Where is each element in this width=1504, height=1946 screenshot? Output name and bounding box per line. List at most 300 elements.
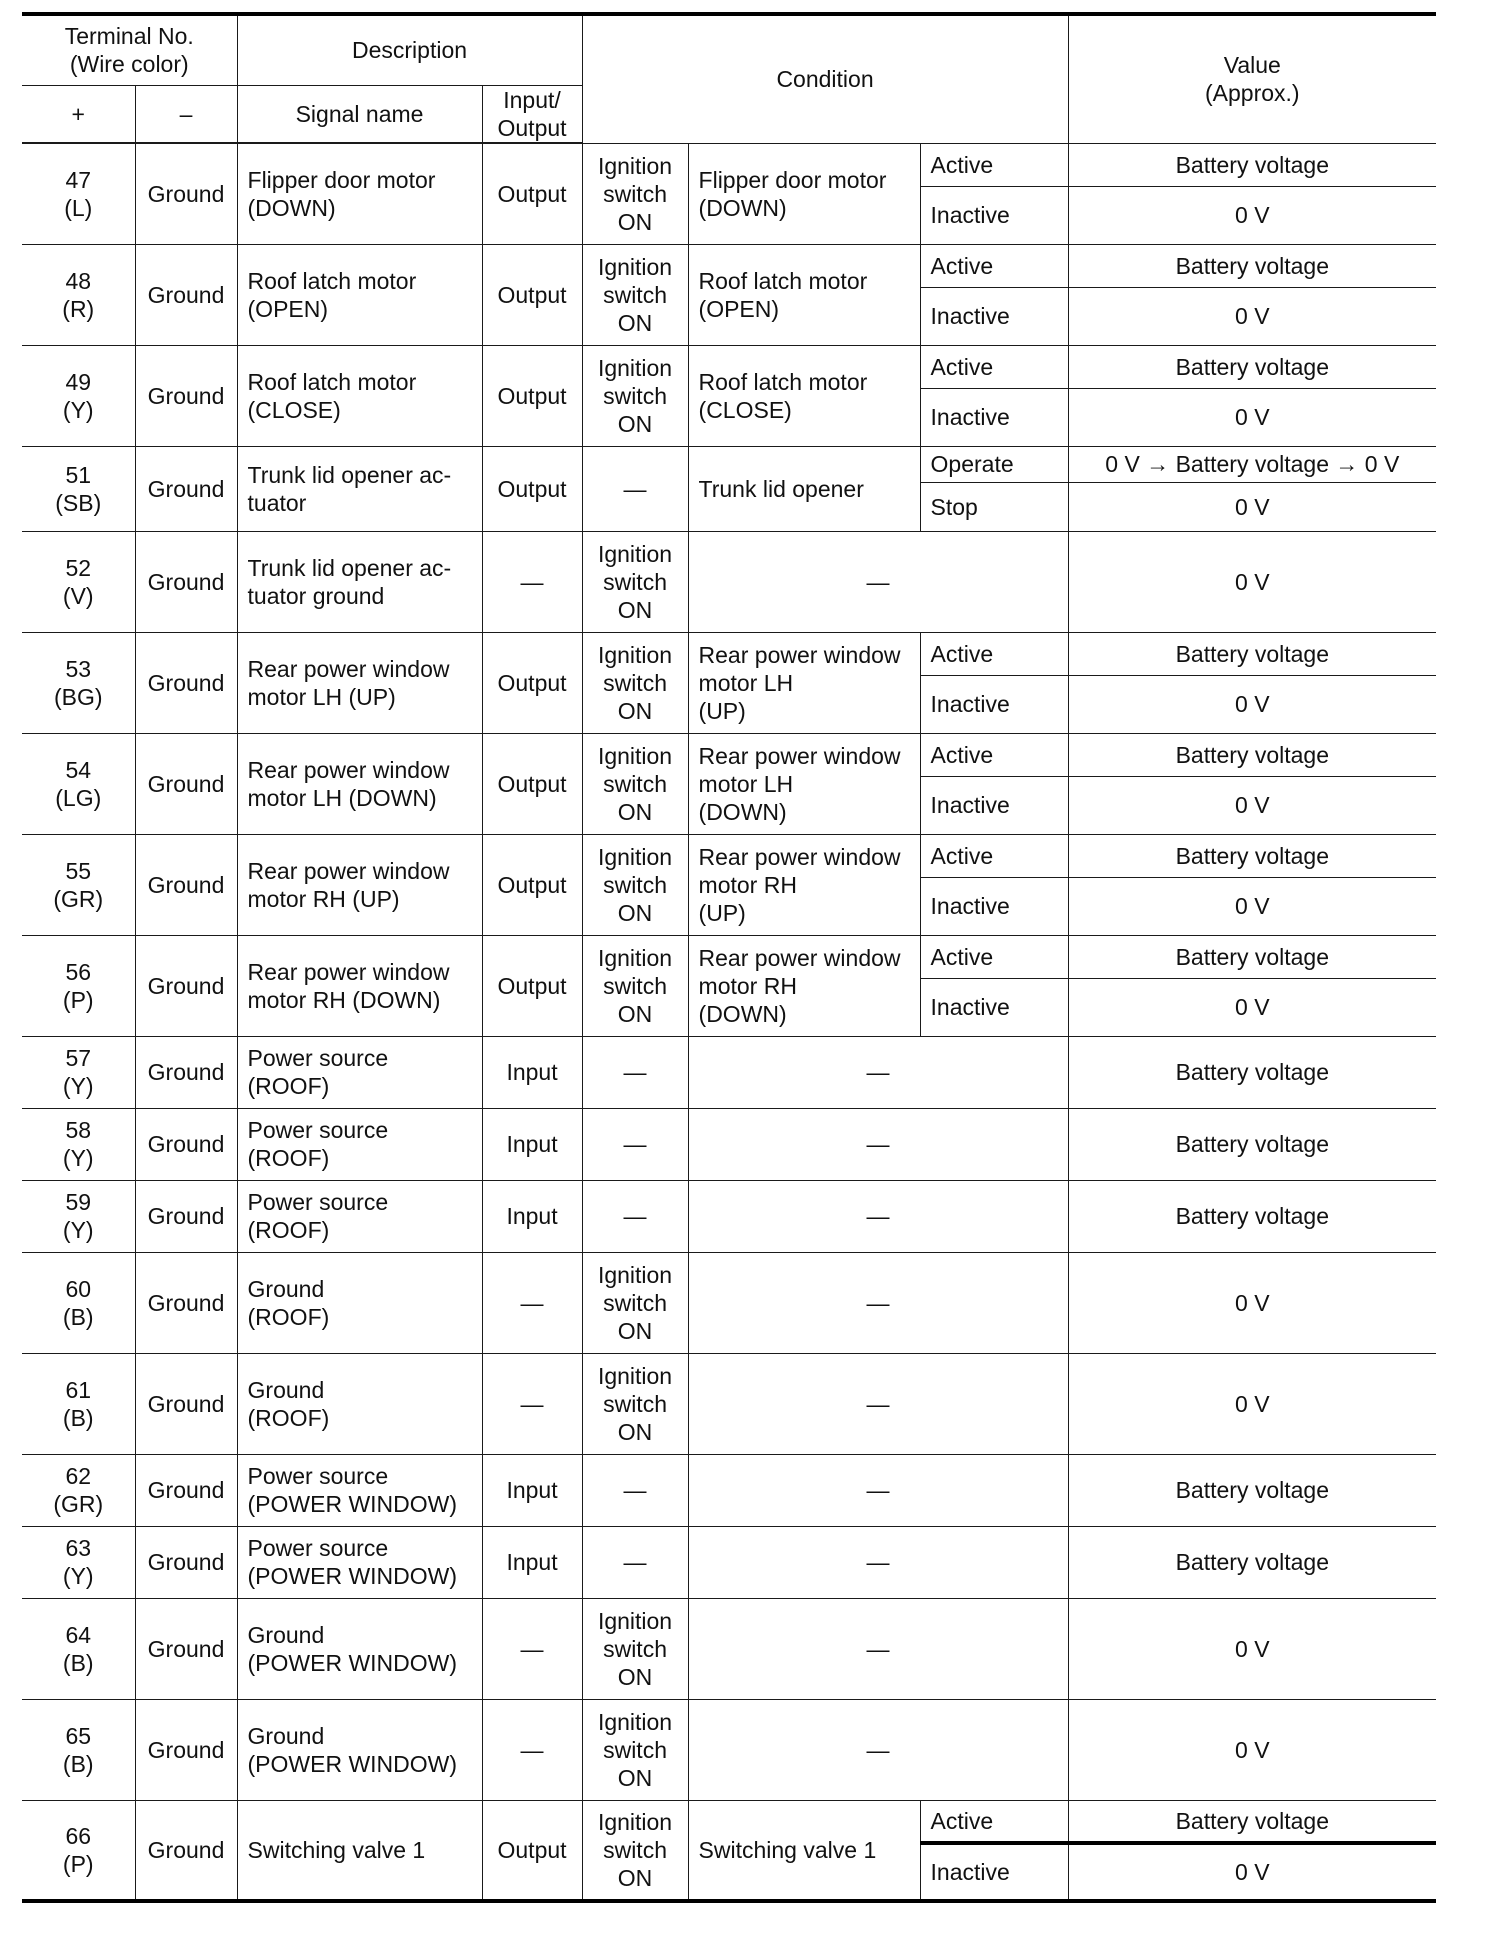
ground-cell bbox=[135, 1526, 237, 1598]
terminal-cell bbox=[22, 446, 135, 531]
state-cell bbox=[920, 675, 1068, 733]
io-cell-line-1: — bbox=[520, 1390, 544, 1417]
value-cell bbox=[1068, 1699, 1436, 1800]
value-cell bbox=[1068, 186, 1436, 244]
terminal-cell-line-2: (B) bbox=[62, 1649, 94, 1676]
io-cell-line-1: Output bbox=[497, 1836, 567, 1863]
terminal-cell-line-1: 56 bbox=[65, 958, 92, 985]
terminal-cell bbox=[22, 1252, 135, 1353]
io-cell bbox=[482, 143, 582, 244]
io-cell bbox=[482, 1353, 582, 1454]
table-row bbox=[22, 244, 1436, 287]
condition-cell bbox=[688, 1598, 1068, 1699]
ground-cell bbox=[135, 1800, 237, 1901]
io-cell-line-1: — bbox=[520, 1736, 544, 1763]
terminal-table bbox=[22, 12, 1436, 1903]
state-cell bbox=[920, 1843, 1068, 1901]
state-cell bbox=[920, 776, 1068, 834]
ground-cell-line-1: Ground bbox=[147, 1289, 225, 1316]
value-cell bbox=[1068, 1252, 1436, 1353]
ignition-cell-line-2: switch bbox=[603, 1836, 667, 1863]
value-cell bbox=[1068, 776, 1436, 834]
ignition-cell-line-2: switch bbox=[603, 1289, 667, 1316]
ignition-cell-line-3: ON bbox=[617, 1864, 653, 1891]
condition-cell-line-2: (OPEN) bbox=[698, 295, 780, 322]
value-cell bbox=[1068, 482, 1436, 531]
terminal-cell bbox=[22, 1526, 135, 1598]
ignition-cell-line-2: switch bbox=[603, 972, 667, 999]
io-cell-line-1: Input bbox=[506, 1131, 558, 1157]
condition-cell-line-1: — bbox=[866, 1477, 890, 1503]
ignition-cell bbox=[582, 1252, 688, 1353]
state-cell bbox=[920, 345, 1068, 388]
ignition-cell-line-3: ON bbox=[617, 309, 653, 336]
state-cell-line-1: Inactive bbox=[930, 893, 1010, 919]
terminal-cell-line-2: (Y) bbox=[62, 1563, 94, 1589]
signal-name-cell-line-2: motor RH (DOWN) bbox=[247, 986, 441, 1013]
value-cell-line-1: 0 V bbox=[1235, 202, 1270, 228]
ground-cell-line-1: Ground bbox=[147, 1131, 225, 1157]
ignition-cell-line-3: ON bbox=[617, 697, 653, 724]
ignition-cell bbox=[582, 244, 688, 345]
value-cell bbox=[1068, 244, 1436, 287]
ignition-cell-line-1: Ignition bbox=[597, 641, 673, 668]
signal-name-cell-line-2: (CLOSE) bbox=[247, 396, 341, 423]
ignition-cell-line-3: ON bbox=[617, 1418, 653, 1445]
value-cell-line-1: 0 V bbox=[1235, 994, 1270, 1020]
terminal-cell bbox=[22, 733, 135, 834]
value-cell-line-1: 0 V bbox=[1235, 404, 1270, 430]
state-cell-line-1: Active bbox=[930, 741, 994, 768]
state-cell bbox=[920, 143, 1068, 186]
condition-cell-line-1: Rear power window bbox=[698, 843, 901, 870]
ground-cell bbox=[135, 632, 237, 733]
condition-cell bbox=[688, 1526, 1068, 1598]
table-row bbox=[22, 632, 1436, 675]
io-cell bbox=[482, 1454, 582, 1526]
terminal-cell-line-1: 47 bbox=[65, 166, 92, 193]
io-cell-line-1: Output bbox=[497, 180, 567, 207]
ground-cell-line-1: Ground bbox=[147, 972, 225, 999]
state-cell bbox=[920, 935, 1068, 978]
signal-name-cell-line-1: Power source bbox=[247, 1463, 389, 1489]
value-cell bbox=[1068, 834, 1436, 877]
signal-name-cell-line-1: Power source bbox=[247, 1189, 389, 1215]
state-cell-line-1: Active bbox=[930, 943, 994, 970]
io-cell-line-1: — bbox=[520, 1289, 544, 1316]
header-value-approx: (Approx.) bbox=[1205, 80, 1300, 107]
value-cell-line-1: 0 V bbox=[1235, 493, 1270, 520]
terminal-cell bbox=[22, 1454, 135, 1526]
terminal-cell-line-2: (Y) bbox=[62, 1217, 94, 1243]
signal-name-cell bbox=[237, 1800, 482, 1901]
ignition-cell bbox=[582, 1180, 688, 1252]
terminal-cell-line-1: 51 bbox=[65, 461, 92, 488]
ground-cell bbox=[135, 1454, 237, 1526]
ground-cell-line-1: Ground bbox=[147, 1836, 225, 1863]
value-cell-line-1: Battery voltage bbox=[1175, 943, 1329, 970]
ground-cell-line-1: Ground bbox=[147, 281, 225, 308]
terminal-cell-line-2: (SB) bbox=[55, 489, 102, 516]
ground-cell bbox=[135, 446, 237, 531]
ground-cell-line-1: Ground bbox=[147, 871, 225, 898]
terminal-cell-line-1: 58 bbox=[65, 1117, 92, 1143]
signal-name-cell bbox=[237, 244, 482, 345]
signal-name-cell-line-1: Ground bbox=[247, 1275, 325, 1302]
terminal-cell-line-1: 48 bbox=[65, 267, 92, 294]
value-cell bbox=[1068, 388, 1436, 446]
terminal-cell-line-1: 52 bbox=[65, 554, 92, 581]
ignition-cell-line-3: ON bbox=[617, 798, 653, 825]
ground-cell bbox=[135, 1108, 237, 1180]
value-cell bbox=[1068, 1036, 1436, 1108]
value-cell-line-1: 0 V bbox=[1235, 1289, 1270, 1316]
state-cell bbox=[920, 978, 1068, 1036]
ignition-cell bbox=[582, 143, 688, 244]
state-cell-line-1: Active bbox=[930, 151, 994, 178]
condition-cell-line-3: (UP) bbox=[698, 899, 746, 926]
signal-name-cell-line-2: (ROOF) bbox=[247, 1217, 330, 1243]
state-cell-line-1: Active bbox=[930, 252, 994, 279]
ground-cell bbox=[135, 244, 237, 345]
ground-cell-line-1: Ground bbox=[147, 1477, 225, 1503]
ignition-cell bbox=[582, 1353, 688, 1454]
value-cell-line-1: 0 V bbox=[1235, 792, 1270, 818]
terminal-cell-line-2: (P) bbox=[62, 1850, 94, 1877]
condition-cell bbox=[688, 1800, 920, 1901]
value-cell-line-1: 0 V → Battery voltage → 0 V bbox=[1105, 451, 1400, 477]
signal-name-cell-line-1: Ground bbox=[247, 1621, 325, 1648]
condition-cell bbox=[688, 1108, 1068, 1180]
signal-name-cell-line-1: Switching valve 1 bbox=[247, 1836, 426, 1863]
signal-name-cell bbox=[237, 834, 482, 935]
terminal-cell bbox=[22, 531, 135, 632]
value-cell-line-1: Battery voltage bbox=[1175, 1477, 1329, 1503]
ignition-cell-line-2: switch bbox=[603, 871, 667, 898]
terminal-cell bbox=[22, 935, 135, 1036]
condition-cell-line-1: Roof latch motor bbox=[698, 267, 868, 294]
signal-name-cell-line-2: (POWER WINDOW) bbox=[247, 1750, 458, 1777]
ignition-cell bbox=[582, 632, 688, 733]
io-cell-line-1: Output bbox=[497, 972, 567, 999]
value-cell-line-1: 0 V bbox=[1235, 893, 1270, 919]
value-cell-line-1: Battery voltage bbox=[1175, 252, 1329, 279]
io-cell bbox=[482, 1180, 582, 1252]
table-row bbox=[22, 143, 1436, 186]
ground-cell bbox=[135, 733, 237, 834]
state-cell-line-1: Active bbox=[930, 640, 994, 667]
terminal-cell bbox=[22, 1180, 135, 1252]
header-signal-name: Signal name bbox=[237, 85, 482, 143]
ignition-cell bbox=[582, 345, 688, 446]
ignition-cell bbox=[582, 935, 688, 1036]
condition-cell-line-2: motor LH bbox=[698, 770, 794, 797]
io-cell bbox=[482, 345, 582, 446]
value-cell bbox=[1068, 143, 1436, 186]
value-cell-line-1: 0 V bbox=[1235, 568, 1270, 595]
ignition-cell-line-1: Ignition bbox=[597, 1708, 673, 1735]
io-cell bbox=[482, 531, 582, 632]
value-cell-line-1: Battery voltage bbox=[1175, 640, 1329, 667]
condition-cell bbox=[688, 632, 920, 733]
terminal-cell bbox=[22, 1353, 135, 1454]
state-cell-line-1: Inactive bbox=[930, 202, 1010, 228]
signal-name-cell bbox=[237, 531, 482, 632]
terminal-cell bbox=[22, 632, 135, 733]
condition-cell-line-1: Rear power window bbox=[698, 944, 901, 971]
ignition-cell-line-2: switch bbox=[603, 1736, 667, 1763]
condition-cell-line-1: Flipper door motor bbox=[698, 166, 887, 193]
io-cell-line-1: — bbox=[520, 568, 544, 595]
ground-cell bbox=[135, 935, 237, 1036]
state-cell bbox=[920, 244, 1068, 287]
ignition-cell-line-3: ON bbox=[617, 1000, 653, 1027]
value-cell-line-1: Battery voltage bbox=[1175, 1059, 1329, 1085]
value-cell bbox=[1068, 1598, 1436, 1699]
signal-name-cell bbox=[237, 1699, 482, 1800]
ignition-cell bbox=[582, 1526, 688, 1598]
table-row bbox=[22, 1699, 1436, 1800]
header-value bbox=[1068, 14, 1436, 143]
terminal-cell-line-2: (P) bbox=[62, 986, 94, 1013]
value-cell-line-1: 0 V bbox=[1235, 1635, 1270, 1662]
ignition-cell-line-1: Ignition bbox=[597, 354, 673, 381]
terminal-cell-line-1: 60 bbox=[65, 1275, 92, 1302]
ground-cell-line-1: Ground bbox=[147, 568, 225, 595]
header-wire-color-label: (Wire color) bbox=[69, 51, 189, 78]
ignition-cell-line-1: Ignition bbox=[597, 152, 673, 179]
condition-cell-line-1: — bbox=[866, 1549, 890, 1575]
ignition-cell-line-3: ON bbox=[617, 410, 653, 437]
io-cell bbox=[482, 935, 582, 1036]
value-cell bbox=[1068, 1526, 1436, 1598]
value-cell-line-1: 0 V bbox=[1235, 1390, 1270, 1417]
value-cell bbox=[1068, 531, 1436, 632]
condition-cell-line-3: (UP) bbox=[698, 697, 746, 724]
signal-name-cell-line-2: motor LH (UP) bbox=[247, 683, 396, 710]
value-cell bbox=[1068, 446, 1436, 482]
terminal-cell-line-1: 49 bbox=[65, 368, 92, 395]
ignition-cell-line-1: — bbox=[623, 1203, 647, 1229]
value-cell bbox=[1068, 978, 1436, 1036]
header-input-output bbox=[482, 85, 582, 143]
io-cell bbox=[482, 1252, 582, 1353]
io-cell bbox=[482, 1036, 582, 1108]
ground-cell-line-1: Ground bbox=[147, 669, 225, 696]
ignition-cell-line-1: — bbox=[623, 475, 647, 502]
signal-name-cell bbox=[237, 345, 482, 446]
signal-name-cell-line-2: (ROOF) bbox=[247, 1303, 330, 1330]
state-cell-line-1: Active bbox=[930, 353, 994, 380]
ignition-cell-line-1: Ignition bbox=[597, 742, 673, 769]
ignition-cell-line-1: — bbox=[623, 1131, 647, 1157]
condition-cell bbox=[688, 143, 920, 244]
signal-name-cell-line-2: tuator bbox=[247, 489, 307, 516]
condition-cell-line-2: motor LH bbox=[698, 669, 794, 696]
header-plus: + bbox=[22, 85, 135, 143]
io-cell-line-1: Input bbox=[506, 1203, 558, 1229]
terminal-cell-line-1: 55 bbox=[65, 857, 92, 884]
condition-cell-line-1: — bbox=[866, 568, 890, 595]
header-description: Description bbox=[237, 14, 582, 85]
terminal-cell-line-2: (B) bbox=[62, 1750, 94, 1777]
table-row bbox=[22, 1526, 1436, 1598]
io-cell-line-1: Input bbox=[506, 1477, 558, 1503]
state-cell-line-1: Inactive bbox=[930, 1859, 1010, 1885]
ground-cell-line-1: Ground bbox=[147, 475, 225, 502]
signal-name-cell-line-1: Ground bbox=[247, 1376, 325, 1403]
io-cell-line-1: — bbox=[520, 1635, 544, 1662]
terminal-cell-line-2: (R) bbox=[62, 295, 95, 322]
ignition-cell-line-3: ON bbox=[617, 208, 653, 235]
terminal-cell-line-2: (Y) bbox=[62, 1073, 94, 1099]
io-cell bbox=[482, 1800, 582, 1901]
value-cell bbox=[1068, 632, 1436, 675]
terminal-cell bbox=[22, 1036, 135, 1108]
terminal-cell-line-2: (B) bbox=[62, 1303, 94, 1330]
state-cell bbox=[920, 186, 1068, 244]
io-cell bbox=[482, 1598, 582, 1699]
value-cell-line-1: 0 V bbox=[1235, 691, 1270, 717]
terminal-cell-line-2: (LG) bbox=[55, 784, 102, 811]
state-cell-line-1: Stop bbox=[930, 493, 978, 520]
ignition-cell-line-3: ON bbox=[617, 1663, 653, 1690]
terminal-cell-line-1: 64 bbox=[65, 1621, 92, 1648]
condition-cell bbox=[688, 834, 920, 935]
io-cell bbox=[482, 244, 582, 345]
signal-name-cell-line-1: Ground bbox=[247, 1722, 325, 1749]
ignition-cell-line-1: Ignition bbox=[597, 253, 673, 280]
state-cell bbox=[920, 287, 1068, 345]
condition-cell bbox=[688, 1252, 1068, 1353]
state-cell-line-1: Inactive bbox=[930, 994, 1010, 1020]
condition-cell bbox=[688, 935, 920, 1036]
ground-cell bbox=[135, 143, 237, 244]
ignition-cell-line-2: switch bbox=[603, 568, 667, 595]
ground-cell-line-1: Ground bbox=[147, 1549, 225, 1575]
table-row bbox=[22, 1800, 1436, 1843]
condition-cell-line-2: motor RH bbox=[698, 871, 797, 898]
value-cell bbox=[1068, 1843, 1436, 1901]
signal-name-cell-line-2: motor LH (DOWN) bbox=[247, 784, 437, 811]
ground-cell-line-1: Ground bbox=[147, 1203, 225, 1229]
signal-name-cell-line-2: tuator ground bbox=[247, 582, 385, 609]
io-cell-line-1: Output bbox=[497, 871, 567, 898]
condition-cell-line-1: Rear power window bbox=[698, 641, 901, 668]
terminal-cell-line-1: 65 bbox=[65, 1722, 92, 1749]
terminal-cell bbox=[22, 345, 135, 446]
ground-cell bbox=[135, 1353, 237, 1454]
terminal-cell-line-2: (V) bbox=[62, 582, 94, 609]
io-cell-line-1: Output bbox=[497, 475, 567, 502]
ignition-cell-line-1: — bbox=[623, 1477, 647, 1503]
signal-name-cell-line-2: (OPEN) bbox=[247, 295, 329, 322]
condition-cell-line-1: — bbox=[866, 1059, 890, 1085]
header-row-1 bbox=[22, 14, 1436, 85]
terminal-cell-line-1: 66 bbox=[65, 1822, 92, 1849]
signal-name-cell-line-2: (POWER WINDOW) bbox=[247, 1649, 458, 1676]
ground-cell bbox=[135, 1699, 237, 1800]
terminal-cell-line-1: 54 bbox=[65, 756, 92, 783]
ignition-cell bbox=[582, 1036, 688, 1108]
table-body bbox=[22, 143, 1436, 1901]
condition-cell bbox=[688, 1353, 1068, 1454]
state-cell-line-1: Operate bbox=[930, 451, 1014, 477]
condition-cell-line-3: (DOWN) bbox=[698, 1000, 787, 1027]
table-row bbox=[22, 1252, 1436, 1353]
table-row bbox=[22, 733, 1436, 776]
condition-cell-line-1: — bbox=[866, 1131, 890, 1157]
terminal-cell-line-2: (BG) bbox=[53, 683, 103, 710]
signal-name-cell-line-1: Trunk lid opener ac- bbox=[247, 554, 452, 581]
state-cell-line-1: Active bbox=[930, 842, 994, 869]
ignition-cell-line-2: switch bbox=[603, 770, 667, 797]
terminal-cell-line-1: 61 bbox=[65, 1376, 92, 1403]
ignition-cell bbox=[582, 446, 688, 531]
signal-name-cell-line-2: motor RH (UP) bbox=[247, 885, 400, 912]
signal-name-cell-line-2: (POWER WINDOW) bbox=[247, 1563, 458, 1589]
terminal-cell-line-1: 63 bbox=[65, 1535, 92, 1561]
signal-name-cell bbox=[237, 1108, 482, 1180]
ignition-cell-line-3: ON bbox=[617, 596, 653, 623]
value-cell-line-1: Battery voltage bbox=[1175, 1549, 1329, 1575]
ground-cell bbox=[135, 1180, 237, 1252]
condition-cell-line-1: Trunk lid opener bbox=[698, 475, 864, 502]
condition-cell bbox=[688, 531, 1068, 632]
ground-cell-line-1: Ground bbox=[147, 1635, 225, 1662]
ignition-cell-line-2: switch bbox=[603, 669, 667, 696]
ignition-cell-line-2: switch bbox=[603, 1390, 667, 1417]
signal-name-cell bbox=[237, 1454, 482, 1526]
value-cell bbox=[1068, 935, 1436, 978]
value-cell bbox=[1068, 1800, 1436, 1843]
header-io-line-2: Output bbox=[497, 114, 567, 141]
io-cell-line-1: Input bbox=[506, 1549, 558, 1575]
terminal-cell-line-2: (Y) bbox=[62, 396, 94, 423]
signal-name-cell bbox=[237, 935, 482, 1036]
ignition-cell bbox=[582, 1699, 688, 1800]
ground-cell bbox=[135, 1598, 237, 1699]
ignition-cell bbox=[582, 1598, 688, 1699]
condition-cell-line-2: (CLOSE) bbox=[698, 396, 792, 423]
ignition-cell-line-2: switch bbox=[603, 281, 667, 308]
value-cell-line-1: Battery voltage bbox=[1175, 741, 1329, 768]
terminal-cell-line-1: 57 bbox=[65, 1045, 92, 1071]
io-cell-line-1: Output bbox=[497, 281, 567, 308]
ground-cell-line-1: Ground bbox=[147, 180, 225, 207]
condition-cell bbox=[688, 345, 920, 446]
condition-cell bbox=[688, 1454, 1068, 1526]
value-cell bbox=[1068, 1108, 1436, 1180]
signal-name-cell-line-1: Rear power window bbox=[247, 958, 450, 985]
signal-name-cell-line-1: Power source bbox=[247, 1117, 389, 1143]
ignition-cell-line-3: ON bbox=[617, 1764, 653, 1791]
value-cell-line-1: 0 V bbox=[1235, 1736, 1270, 1763]
condition-cell-line-1: Roof latch motor bbox=[698, 368, 868, 395]
signal-name-cell bbox=[237, 1598, 482, 1699]
header-terminal-no bbox=[22, 14, 237, 85]
value-cell bbox=[1068, 733, 1436, 776]
ignition-cell-line-1: Ignition bbox=[597, 843, 673, 870]
ignition-cell-line-2: switch bbox=[603, 1635, 667, 1662]
condition-cell-line-2: motor RH bbox=[698, 972, 797, 999]
signal-name-cell bbox=[237, 1180, 482, 1252]
condition-cell-line-1: — bbox=[866, 1289, 890, 1316]
terminal-cell-line-1: 62 bbox=[65, 1463, 92, 1489]
condition-cell-line-1: Switching valve 1 bbox=[698, 1836, 877, 1863]
state-cell bbox=[920, 482, 1068, 531]
signal-name-cell-line-1: Roof latch motor bbox=[247, 368, 417, 395]
